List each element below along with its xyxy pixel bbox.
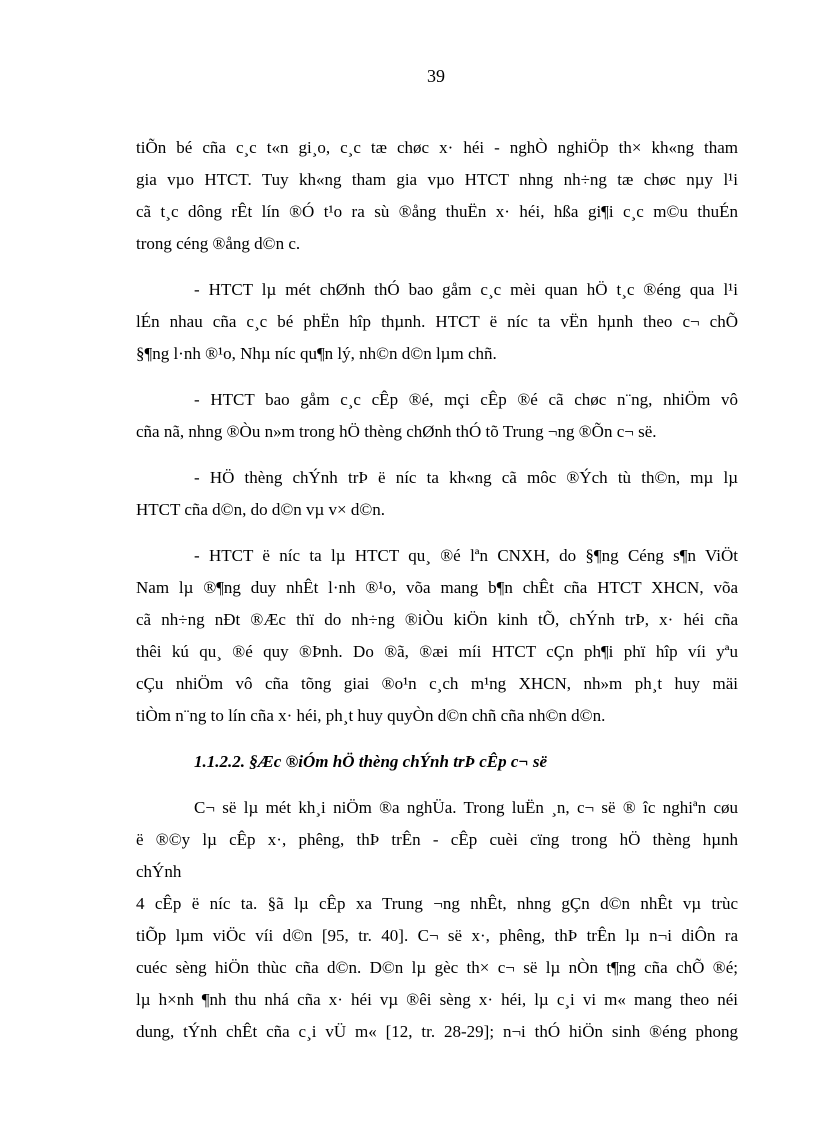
text-line: dung, tÝnh chÊt cña c¸i vÜ m« [12, tr. 28-29]; n¬i thÓ hiÖn sinh ®éng phong (136, 1022, 738, 1041)
text-line: cã t¸c dông rÊt lín ®Ó t¹o ra sù ®ång thuËn x· héi, hßa gi¶i c¸c m©u thuÉn (136, 202, 738, 221)
text-line: 4 cÊp ë níc ta. §ã lµ cÊp xa Trung ¬ng nhÊt, nhng gÇn d©n nhÊt vµ trùc (136, 894, 738, 913)
text-line: §¶ng l·nh ®¹o, Nhµ níc qu¶n lý, nh©n d©n lµm chñ. (136, 344, 497, 363)
text-line: cuéc sèng hiÖn thùc cña d©n. D©n lµ gèc th× c¬ së lµ nÒn t¶ng cña chÕ ®é; (136, 958, 738, 977)
text-line: cÇu nhiÖm vô cña tõng giai ®o¹n c¸ch m¹ng XHCN, nh»m ph¸t huy mäi (136, 674, 738, 693)
paragraph-5 (136, 540, 738, 732)
body-text (136, 132, 738, 1048)
text-line: lµ h×nh ¶nh thu nhá cña x· héi vµ ®êi sèng x· héi, lµ c¸i vi m« mang theo néi (136, 990, 738, 1009)
text-line: - HTCT ë níc ta lµ HTCT qu¸ ®é lªn CNXH, do §¶ng Céng s¶n ViÖt (194, 546, 738, 565)
section-heading: 1.1.2.2. §Æc ®iÓm hÖ thèng chÝnh trÞ cÊp c¬ së (194, 752, 548, 771)
text-line: thêi kú qu¸ ®é quy ®Þnh. Do ®ã, ®æi míi HTCT cÇn ph¶i phï hîp víi yªu (136, 642, 738, 661)
text-line: C¬ së lµ mét kh¸i niÖm ®a nghÜa. Trong luËn ¸n, c¬ së ® îc nghiªn cøu (194, 798, 738, 817)
paragraph-3 (136, 384, 738, 448)
page-number: 39 (427, 66, 445, 86)
text-line: cã nh÷ng nÐt ®Æc thï do nh÷ng ®iÒu kiÖn kinh tÕ, chÝnh trÞ, x· héi cña (136, 610, 738, 629)
text-line: chÝnh (136, 862, 182, 881)
text-line: cña nã, nhng ®Òu n»m trong hÖ thèng chØnh thÓ tõ Trung ¬ng ®Õn c¬ së. (136, 422, 657, 441)
paragraph-1 (136, 132, 738, 260)
text-line: ë ®©y lµ cÊp x·, phêng, thÞ trÊn - cÊp cuèi cïng trong hÖ thèng hµnh (136, 830, 738, 849)
paragraph-4 (136, 462, 738, 526)
paragraph-2 (136, 274, 738, 370)
paragraph-6 (136, 792, 738, 888)
text-line: HTCT cña d©n, do d©n vµ v× d©n. (136, 500, 386, 519)
text-line: trong céng ®ång d©n c. (136, 234, 301, 253)
paragraph-7 (136, 888, 738, 1048)
text-line: tiÕn bé cña c¸c t«n gi¸o, c¸c tæ chøc x· héi - nghÒ nghiÖp th× kh«ng tham (136, 138, 738, 157)
text-line: lÉn nhau cña c¸c bé phËn hîp thµnh. HTCT ë níc ta vËn hµnh theo c¬ chÕ (136, 312, 738, 331)
text-line: - HTCT bao gåm c¸c cÊp ®é, mçi cÊp ®é cã chøc n¨ng, nhiÖm vô (194, 390, 738, 409)
text-line: tiÕp lµm viÖc víi d©n [95, tr. 40]. C¬ së x·, phêng, thÞ trÊn lµ n¬i diÔn ra (136, 926, 738, 945)
text-line: tiÒm n¨ng to lín cña x· héi, ph¸t huy quyÒn d©n chñ cña nh©n d©n. (136, 706, 606, 725)
text-line: - HTCT lµ mét chØnh thÓ bao gåm c¸c mèi quan hÖ t¸c ®éng qua l¹i (194, 280, 738, 299)
text-line: Nam lµ ®¶ng duy nhÊt l·nh ®¹o, võa mang b¶n chÊt cña HTCT XHCN, võa (136, 578, 738, 597)
text-line: gia vµo HTCT. Tuy kh«ng tham gia vµo HTCT nhng nh÷ng tæ chøc nµy l¹i (136, 170, 738, 189)
text-line: - HÖ thèng chÝnh trÞ ë níc ta kh«ng cã môc ®Ých tù th©n, mµ lµ (194, 468, 738, 487)
